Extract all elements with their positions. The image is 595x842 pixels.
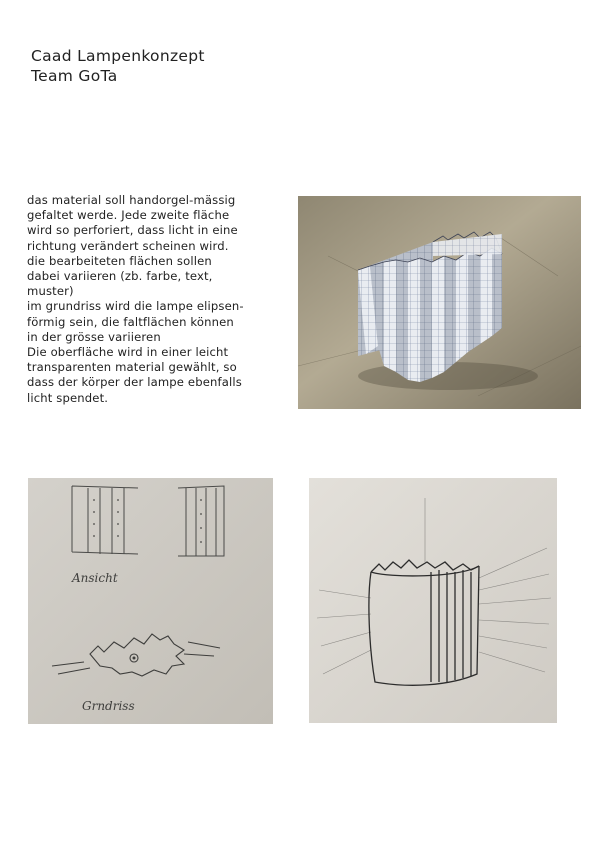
description-line: das material soll handorgel-mässig: [27, 193, 236, 207]
description-line: transparenten material gewählt, so: [27, 360, 237, 375]
description-line: Die oberfläche wird in einer leicht: [27, 345, 229, 360]
title-line-2: Team GoTa: [31, 67, 118, 85]
description-line: dass der körper der lampe ebenfalls: [27, 375, 242, 390]
label-grundriss: Grndriss: [82, 699, 135, 713]
description-line: förmig sein, die faltflächen können: [27, 314, 234, 329]
description-line: die bearbeiteten flächen sollen: [27, 253, 212, 268]
concept-description: [27, 193, 289, 406]
title-line-1: Caad Lampenkonzept: [31, 47, 205, 65]
elevation-plan-sketch: [28, 478, 273, 724]
perspective-sketch: [309, 478, 557, 723]
description-line: richtung verändert scheinen wird.: [27, 238, 229, 253]
description-line: wird so perforiert, dass licht in eine: [27, 223, 238, 238]
label-ansicht: Ansicht: [72, 571, 118, 585]
description-line: licht spendet.: [27, 390, 109, 405]
document-title: [31, 46, 205, 86]
description-line: dabei variieren (zb. farbe, text,: [27, 269, 213, 284]
description-line: muster): [27, 284, 74, 299]
description-line: in der grösse variieren: [27, 329, 161, 344]
description-line: gefaltet werde. Jede zweite fläche: [27, 208, 230, 223]
lamp-model-photo: [298, 196, 581, 409]
description-line: im grundriss wird die lampe elipsen-: [27, 299, 244, 314]
